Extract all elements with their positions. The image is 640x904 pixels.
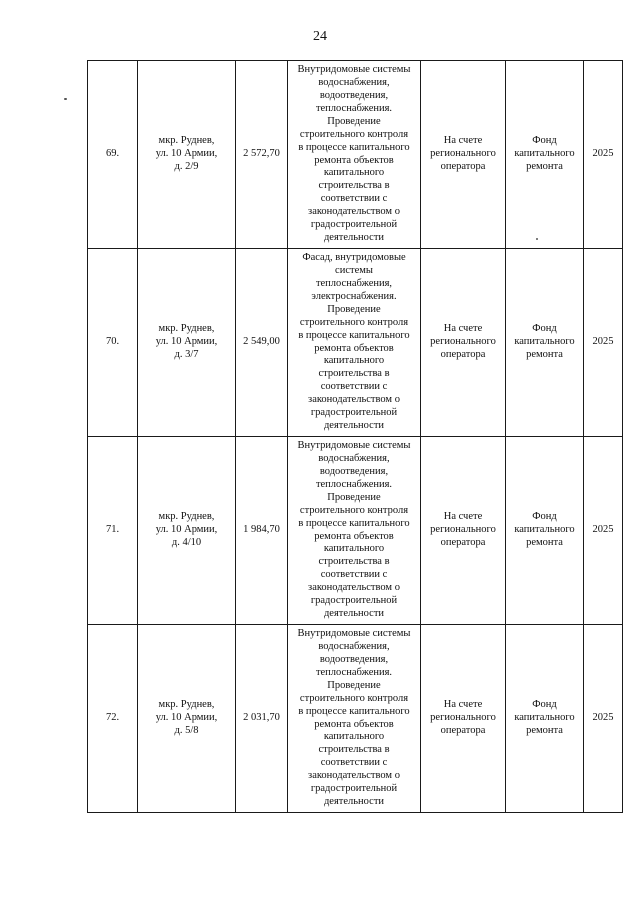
- funding-source-cell: [506, 249, 584, 437]
- works-description-cell-line: в процессе капитального: [298, 141, 410, 153]
- works-description-cell-line: строительного контроля: [299, 316, 409, 328]
- works-description-cell-line: ремонта объектов: [314, 530, 394, 542]
- works-description-cell: [288, 437, 421, 625]
- funding-account-cell: [421, 625, 506, 813]
- works-description-cell-line: ремонта объектов: [314, 154, 394, 166]
- table-row: [88, 437, 623, 625]
- row-number: 69.: [88, 61, 138, 249]
- address-cell: [138, 437, 236, 625]
- table-body: [88, 61, 623, 813]
- address-cell-line: ул. 10 Армии,: [155, 336, 218, 348]
- works-description-cell-line: Проведение: [327, 491, 381, 503]
- funding-account-cell-line: регионального: [430, 336, 496, 348]
- page-number: 24: [313, 29, 327, 44]
- works-description-cell: [288, 249, 421, 437]
- funding-source-cell: [506, 61, 584, 249]
- works-description-cell-line: строительного контроля: [299, 504, 409, 516]
- works-description-cell-line: соответствии с: [320, 381, 388, 393]
- funding-source-cell-line: ремонта: [526, 348, 563, 360]
- works-description-cell-line: водоотведения,: [319, 465, 389, 477]
- works-description-cell: [288, 61, 421, 249]
- works-description-cell-line: ремонта объектов: [314, 718, 394, 730]
- address-cell-line: д. 5/8: [174, 724, 199, 736]
- row-number: 71.: [88, 437, 138, 625]
- funding-account-cell-line: На счете: [443, 511, 483, 523]
- works-description-cell-line: теплоснабжения.: [315, 102, 393, 114]
- funding-account-cell: [421, 437, 506, 625]
- works-description-cell-line: водоснабжения,: [318, 77, 390, 89]
- year-cell: 2025: [584, 61, 623, 249]
- address-cell-line: мкр. Руднев,: [158, 511, 215, 523]
- funding-account-cell-line: На счете: [443, 323, 483, 335]
- works-description-cell-line: строительства в: [318, 744, 390, 756]
- works-description-cell-line: капитального: [323, 355, 385, 367]
- funding-source-cell-line: капитального: [514, 148, 575, 160]
- works-description-cell-line: законодательством о: [308, 206, 400, 218]
- funding-source-cell-line: Фонд: [532, 323, 557, 335]
- address-cell-line: ул. 10 Армии,: [155, 712, 218, 724]
- funding-account-cell-line: оператора: [440, 348, 486, 360]
- funding-source-cell: [506, 437, 584, 625]
- address-cell-line: мкр. Руднев,: [158, 135, 215, 147]
- address-cell: [138, 249, 236, 437]
- funding-source-cell-line: Фонд: [532, 135, 557, 147]
- funding-account-cell-line: оператора: [440, 724, 486, 736]
- area-cell: 1 984,70: [236, 437, 288, 625]
- works-description-cell-line: Внутридомовые системы: [297, 628, 411, 640]
- works-description-cell-line: теплоснабжения,: [315, 277, 393, 289]
- works-description-cell-line: капитального: [323, 543, 385, 555]
- works-description-cell-line: водоотведения,: [319, 89, 389, 101]
- works-description-cell-line: деятельности: [323, 607, 385, 619]
- address-cell-line: ул. 10 Армии,: [155, 148, 218, 160]
- address-cell-line: д. 2/9: [174, 160, 199, 172]
- works-description-cell-line: строительства в: [318, 368, 390, 380]
- funding-source-cell: [506, 625, 584, 813]
- works-description-cell-line: в процессе капитального: [298, 705, 410, 717]
- funding-account-cell: [421, 61, 506, 249]
- capital-repair-table: [87, 60, 623, 813]
- works-description-cell-line: Внутридомовые системы: [297, 64, 411, 76]
- works-description-cell-line: строительства в: [318, 556, 390, 568]
- address-cell: [138, 625, 236, 813]
- works-description-cell-line: законодательством о: [308, 394, 400, 406]
- works-description-cell-line: ремонта объектов: [314, 342, 394, 354]
- works-description-cell-line: соответствии с: [320, 757, 388, 769]
- works-description-cell-line: градостроительной: [310, 407, 398, 419]
- works-description-cell: [288, 625, 421, 813]
- funding-source-cell-line: Фонд: [532, 699, 557, 711]
- row-number: 72.: [88, 625, 138, 813]
- works-description-cell-line: Внутридомовые системы: [297, 440, 411, 452]
- table-row: [88, 625, 623, 813]
- works-description-cell-line: Проведение: [327, 679, 381, 691]
- works-description-cell-line: градостроительной: [310, 219, 398, 231]
- year-cell: 2025: [584, 437, 623, 625]
- funding-source-cell-line: капитального: [514, 712, 575, 724]
- address-cell-line: мкр. Руднев,: [158, 323, 215, 335]
- year-cell: 2025: [584, 625, 623, 813]
- address-cell: [138, 61, 236, 249]
- works-description-cell-line: строительства в: [318, 180, 390, 192]
- works-description-cell-line: теплоснабжения.: [315, 666, 393, 678]
- works-description-cell-line: Фасад, внутридомовые: [302, 252, 406, 264]
- works-description-cell-line: законодательством о: [308, 770, 400, 782]
- row-number: 70.: [88, 249, 138, 437]
- works-description-cell-line: строительного контроля: [299, 692, 409, 704]
- funding-account-cell-line: оператора: [440, 536, 486, 548]
- funding-source-cell-line: капитального: [514, 336, 575, 348]
- works-description-cell-line: соответствии с: [320, 569, 388, 581]
- works-description-cell-line: электроснабжения.: [311, 290, 397, 302]
- address-cell-line: ул. 10 Армии,: [155, 524, 218, 536]
- works-description-cell-line: в процессе капитального: [298, 329, 410, 341]
- funding-account-cell-line: оператора: [440, 160, 486, 172]
- funding-account-cell-line: На счете: [443, 699, 483, 711]
- address-cell-line: д. 3/7: [174, 348, 199, 360]
- works-description-cell-line: в процессе капитального: [298, 517, 410, 529]
- works-description-cell-line: строительного контроля: [299, 128, 409, 140]
- works-description-cell-line: соответствии с: [320, 193, 388, 205]
- funding-source-cell-line: ремонта: [526, 160, 563, 172]
- works-description-cell-line: водоснабжения,: [318, 641, 390, 653]
- funding-source-cell-line: ремонта: [526, 724, 563, 736]
- works-description-cell-line: капитального: [323, 731, 385, 743]
- works-description-cell-line: Проведение: [327, 303, 381, 315]
- funding-source-cell-line: Фонд: [532, 511, 557, 523]
- funding-account-cell: [421, 249, 506, 437]
- funding-account-cell-line: регионального: [430, 148, 496, 160]
- works-description-cell-line: градостроительной: [310, 783, 398, 795]
- area-cell: 2 572,70: [236, 61, 288, 249]
- funding-account-cell-line: регионального: [430, 524, 496, 536]
- works-description-cell-line: водоснабжения,: [318, 453, 390, 465]
- area-cell: 2 549,00: [236, 249, 288, 437]
- scan-speck: [64, 98, 67, 100]
- year-cell: 2025: [584, 249, 623, 437]
- funding-source-cell-line: ремонта: [526, 536, 563, 548]
- works-description-cell-line: деятельности: [323, 231, 385, 243]
- works-description-cell-line: капитального: [323, 167, 385, 179]
- address-cell-line: мкр. Руднев,: [158, 699, 215, 711]
- works-description-cell-line: теплоснабжения.: [315, 478, 393, 490]
- works-description-cell-line: градостроительной: [310, 595, 398, 607]
- table-row: [88, 249, 623, 437]
- funding-account-cell-line: регионального: [430, 712, 496, 724]
- works-description-cell-line: Проведение: [327, 115, 381, 127]
- funding-source-cell-line: капитального: [514, 524, 575, 536]
- table-row: [88, 61, 623, 249]
- works-description-cell-line: деятельности: [323, 795, 385, 807]
- area-cell: 2 031,70: [236, 625, 288, 813]
- funding-account-cell-line: На счете: [443, 135, 483, 147]
- works-description-cell-line: деятельности: [323, 419, 385, 431]
- works-description-cell-line: системы: [335, 265, 373, 277]
- works-description-cell-line: водоотведения,: [319, 653, 389, 665]
- address-cell-line: д. 4/10: [171, 536, 202, 548]
- works-description-cell-line: законодательством о: [308, 582, 400, 594]
